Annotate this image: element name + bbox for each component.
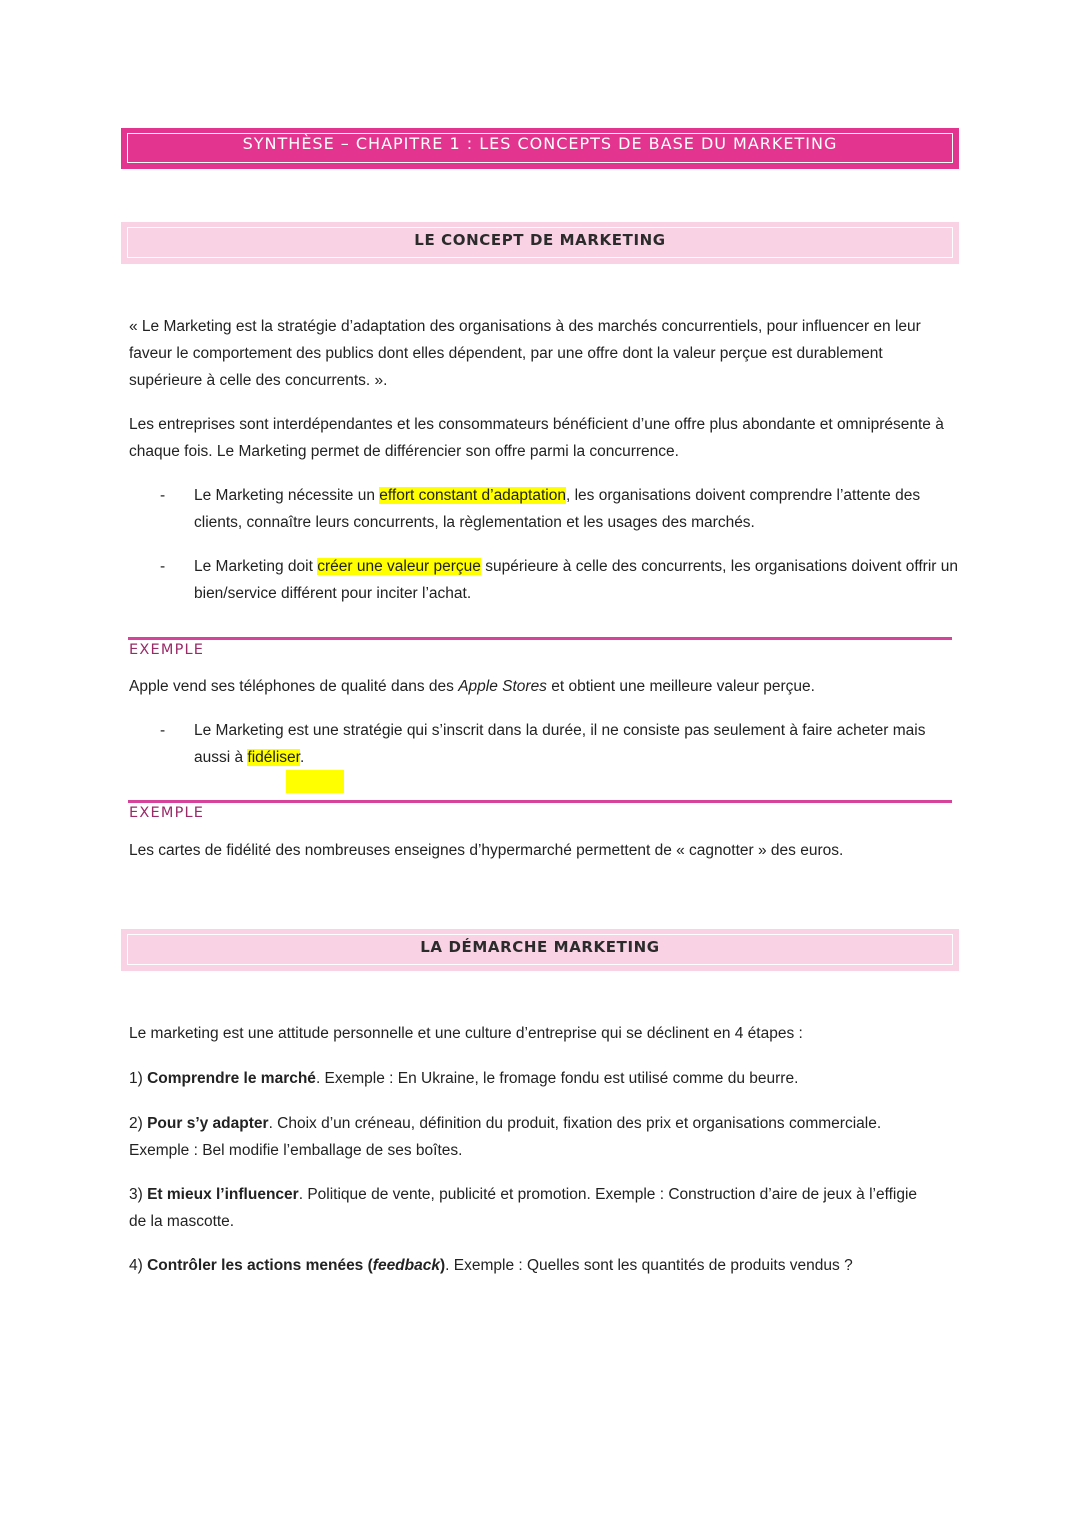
step-item: 4) Contrôler les actions menées (feedback). Exemple : Quelles sont les quantités de produits vendus ? — [129, 1257, 853, 1274]
example-divider — [128, 800, 952, 803]
highlighted-term: créer une valeur perçue — [317, 558, 481, 575]
step-item: 2) Pour s’y adapter. Choix d’un créneau, définition du produit, fixation des prix et organisations commerciale. Exemple : Bel modifie l’emballage de ses boîtes. — [129, 1115, 882, 1159]
title-banner — [121, 128, 959, 169]
step-title: Comprendre le marché — [147, 1070, 316, 1087]
definition-quote: « Le Marketing est la stratégie d’adaptation des organisations à des marchés concurrentiels, pour influencer en leur faveur le comportement des publics dont elles dépendent, par une offre dont la valeur perçue est durablement supérieure à celle des concurrents. ». — [129, 318, 921, 389]
brand-name: Apple Stores — [458, 678, 547, 695]
bullet-text: Le Marketing doit créer une valeur perçue supérieure à celle des concurrents, les organisations doivent offrir un bien/service différent pour inciter l’achat. — [194, 558, 958, 602]
step-item: 1) Comprendre le marché. Exemple : En Ukraine, le fromage fondu est utilisé comme du beurre. — [129, 1070, 799, 1087]
bullet-dash: - — [160, 722, 166, 739]
step-item: 3) Et mieux l’influencer. Politique de vente, publicité et promotion. Exemple : Construction d’aire de jeux à l’effigie de la mascotte. — [129, 1186, 918, 1230]
section-header-demarche — [121, 929, 959, 971]
step-title: Pour s’y adapter — [147, 1115, 269, 1132]
bullet-dash: - — [160, 487, 166, 504]
step-title: Contrôler les actions menées (feedback) — [147, 1257, 446, 1274]
bullet-text: Le Marketing nécessite un effort constant d’adaptation, les organisations doivent comprendre l’attente des clients, connaître leurs concurrents, la règlementation et les usages des marchés. — [194, 487, 921, 531]
section-heading: LE CONCEPT DE MARKETING — [414, 231, 666, 249]
steps-intro: Le marketing est une attitude personnelle et une culture d’entreprise qui se déclinent en 4 étapes : — [129, 1025, 803, 1042]
example-label: EXEMPLE — [129, 805, 205, 821]
highlight-block — [286, 770, 344, 793]
bullet-dash: - — [160, 558, 166, 575]
intro-paragraph: Les entreprises sont interdépendantes et les consommateurs bénéficient d’une offre plus abondante et omniprésente à chaque fois. Le Marketing permet de différencier son offre parmi la concurrence. — [129, 416, 944, 460]
highlighted-term: effort constant d’adaptation — [379, 487, 566, 504]
section-header-concept — [121, 222, 959, 264]
highlighted-term: fidéliser — [247, 749, 300, 766]
example-label: EXEMPLE — [129, 642, 205, 658]
example-divider — [128, 637, 952, 640]
bullet-text: Le Marketing est une stratégie qui s’inscrit dans la durée, il ne consiste pas seulement à faire acheter mais aussi à fidéliser. — [194, 722, 926, 766]
example-text: Les cartes de fidélité des nombreuses enseignes d’hypermarché permettent de « cagnotter » des euros. — [129, 842, 844, 859]
document-title: SYNTHÈSE – CHAPITRE 1 : LES CONCEPTS DE BASE DU MARKETING — [242, 134, 838, 153]
example-text: Apple vend ses téléphones de qualité dans des Apple Stores et obtient une meilleure valeur perçue. — [129, 678, 815, 695]
section-heading: LA DÉMARCHE MARKETING — [420, 938, 660, 956]
step-title: Et mieux l’influencer — [147, 1186, 299, 1203]
